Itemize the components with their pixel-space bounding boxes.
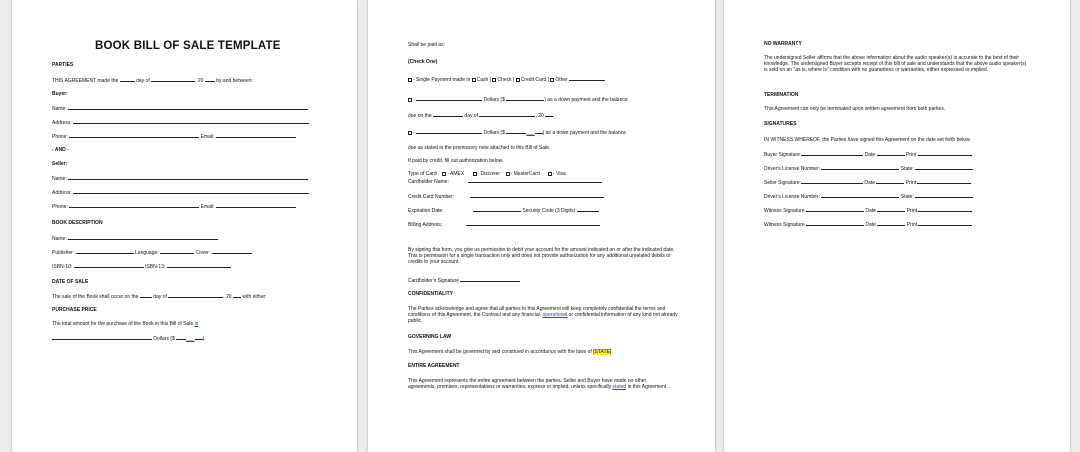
other-checkbox[interactable] [550,78,554,82]
cardholder-signature-field[interactable] [460,277,520,282]
due-year-1[interactable] [545,112,553,117]
discover-checkbox[interactable] [473,172,477,176]
billing-address-field[interactable] [466,221,600,226]
dollars-line: Dollars ($ ___ ). [52,335,206,342]
buyer-email-field[interactable] [216,133,296,138]
due-day-1[interactable] [433,112,463,117]
down-payment-amount-2[interactable] [506,129,526,134]
state-placeholder: [STATE] [593,349,612,355]
stated-link[interactable]: stated [612,384,627,390]
cardholder-name-line: Cardholder Name: [408,178,602,185]
cardholder-name-field[interactable] [468,178,602,183]
security-code-field[interactable] [577,207,599,212]
down-payment-line-1: - Dollars ($ ) as a down payment and the balance [408,96,628,103]
expiration-line: Expiration Date: Security Code (3 Digits) [408,207,599,214]
total-amount-link[interactable]: is [194,321,199,327]
mastercard-checkbox[interactable] [506,172,510,176]
buyer-dl-field[interactable] [821,165,899,170]
termination-heading: TERMINATION [764,92,799,98]
buyer-name-line: Name: [52,105,308,112]
credit-card-checkbox[interactable] [516,78,520,82]
seller-name-line: Name: [52,175,308,182]
due-on-line-1: due on the day of , 20 . [408,113,555,119]
down-payment-words-2[interactable] [416,129,482,134]
signatures-heading: SIGNATURES [764,121,797,127]
buyer-address-line: Address: [52,119,309,126]
cc-number-field[interactable] [470,193,604,198]
witness-print-field-2[interactable] [918,221,972,226]
seller-heading: Seller: [52,161,68,167]
governing-law-line: This Agreement shall be governed by and construed in accordance with the laws of [STATE]. [408,349,613,355]
single-payment-line: - Single Payment made in Cash | Check | Credit Card | Other [408,76,605,83]
witness-date-field-2[interactable] [877,221,905,226]
buyer-phone-field[interactable] [69,133,199,138]
seller-dl-line: Driver's License Number: State: [764,193,973,200]
other-field[interactable] [569,76,605,81]
month-blank[interactable] [151,77,195,82]
book-name-field[interactable] [68,235,218,240]
buyer-state-field[interactable] [915,165,973,170]
document-page-2 [368,0,715,452]
buyer-signature-field[interactable] [801,151,863,156]
agreement-made-line: THIS AGREEMENT made the day of , 20 by and between: [52,78,253,84]
witness-signature-field-1[interactable] [806,207,864,212]
no-warranty-paragraph: The undersigned Seller affirms that the above information about the audio speaker(s) is accurate to the best of their knowledge. The undersigned Buyer accepts receipt of this bill of sale and understands that the above audio speaker(s) is sold on an "as is, where is" condition with no guarantees or warranties, either expressed or implied. [764,55,1027,73]
seller-signature-field[interactable] [801,179,863,184]
down-payment-line-2: - Dollars ($ ___ ) as a down payment and the balance [408,129,626,136]
buyer-signature-line: Buyer Signature Date Print [764,151,972,158]
down-payment-amount-2-tail [535,129,543,134]
card-type-line: Type of Card - AMEX - Discover - MasterCard - Visa [408,171,566,177]
seller-email-field[interactable] [216,203,296,208]
language-field[interactable] [160,249,194,254]
paid-as-label: Shall be paid as: [408,42,445,48]
dollars-link[interactable]: ___ [186,336,195,342]
cover-field[interactable] [212,249,252,254]
due-as-stated: due as stated in the promissory note attached to this Bill of Sale. [408,145,551,151]
down-payment-words-1[interactable] [416,96,482,101]
buyer-name-field[interactable] [68,105,308,110]
due-month-1[interactable] [479,112,535,117]
and-separator: - AND - [52,147,69,153]
witness-whereof-paragraph: IN WITNESS WHEREOF, the Parties have signed this Agreement on the date set forth below. [764,137,971,143]
check-one-label: (Check One) [408,59,438,65]
sale-month-blank[interactable] [168,293,223,298]
expiration-field[interactable] [473,207,521,212]
if-paid-by-credit: If paid by credit, fill out authorization below. [408,158,504,164]
buyer-phone-line: Phone: Email: [52,133,296,140]
check-checkbox[interactable] [492,78,496,82]
isbn13-field[interactable] [167,263,231,268]
dollars-amount-field-tail [195,335,203,340]
dollars-amount-field[interactable] [176,335,186,340]
sale-occur-line: The sale of the Book shall occur on the day of , 20 with either: [52,294,267,300]
down-payment-amount-1[interactable] [506,96,544,101]
witness-signature-line-1: Witness Signature Date Print [764,207,972,214]
witness-signature-field-2[interactable] [806,221,864,226]
witness-signature-line-2: Witness Signature Date Print [764,221,972,228]
confidentiality-heading: CONFIDENTIALITY [408,291,453,297]
buyer-heading: Buyer: [52,91,68,97]
buyer-print-field[interactable] [918,151,972,156]
seller-name-field[interactable] [68,175,308,180]
day-blank[interactable] [120,77,135,82]
buyer-date-field[interactable] [877,151,905,156]
isbn10-field[interactable] [74,263,144,268]
down-payment-checkbox-2[interactable] [408,131,412,135]
witness-date-field-1[interactable] [877,207,905,212]
cardholder-signature-line: Cardholder's Signature [408,277,520,284]
seller-date-field[interactable] [876,179,904,184]
seller-signature-line: Seller Signature Date Print [764,179,971,186]
entire-agreement-paragraph: This Agreement represents the entire agreement between the parties. Seller and Buyer have made no other agreements, promises, representations or warranties, express or implied, unless specifically stated in this Agreement. [408,378,668,390]
total-amount-line: The total amount for the purchase of the Book in this Bill of Sale is [52,321,199,327]
billing-address-line: Billing Address: [408,221,600,228]
signing-permission-paragraph: By signing this form, you give us permission to debit your account for the amount indicated on or after the indicated date. This is permission for a single transaction only and does not provide authorization for any additional unrelated debits or credits to your account. [408,247,675,265]
seller-address-field[interactable] [73,189,309,194]
visa-checkbox[interactable] [548,172,552,176]
date-of-sale-heading: DATE OF SALE [52,279,89,285]
document-page-3 [724,0,1070,452]
confidentiality-paragraph: The Parties acknowledge and agree that all parties to this Agreement will keep completely confidential the terms and conditions of this Agreement, the Contract and any financial, operational or confidential information of any kind not already public. [408,306,678,324]
buyer-dl-line: Driver's License Number: State: [764,165,973,172]
seller-phone-field[interactable] [69,203,199,208]
witness-print-field-1[interactable] [918,207,972,212]
amex-checkbox[interactable] [442,172,446,176]
cash-checkbox[interactable] [472,78,476,82]
dollars-words-field[interactable] [52,335,152,340]
cc-number-line: Credit Card Number: [408,193,604,200]
book-description-heading: BOOK DESCRIPTION [52,220,103,226]
no-warranty-heading: NO WARRANTY [764,41,802,47]
document-page-1 [12,0,357,452]
publisher-field[interactable] [76,249,134,254]
isbn-line: ISBN-10: ISBN-13: [52,263,231,270]
entire-agreement-heading: ENTIRE AGREEMENT [408,363,460,369]
termination-paragraph: This Agreement can only be terminated upon written agreement from both parties. [764,106,946,112]
single-payment-checkbox[interactable] [408,78,412,82]
operational-link[interactable]: operational [542,312,568,318]
seller-address-line: Address: [52,189,309,196]
governing-law-heading: GOVERNING LAW [408,334,452,340]
buyer-address-field[interactable] [73,119,309,124]
document-title: BOOK BILL OF SALE TEMPLATE [95,40,281,52]
seller-dl-field[interactable] [821,193,899,198]
seller-phone-line: Phone: Email: [52,203,296,210]
down-payment-checkbox-1[interactable] [408,98,412,102]
purchase-price-heading: PURCHASE PRICE [52,307,97,313]
dollars-link-2[interactable]: ___ [526,130,535,136]
sale-day-blank[interactable] [140,293,152,298]
parties-heading: PARTIES [52,62,74,68]
publisher-line: Publisher: Language: Cover: [52,249,252,256]
seller-print-field[interactable] [917,179,971,184]
year-blank[interactable] [205,77,215,82]
sale-year-blank[interactable] [233,293,241,298]
seller-state-field[interactable] [915,193,973,198]
book-name-line: Name: [52,235,218,242]
